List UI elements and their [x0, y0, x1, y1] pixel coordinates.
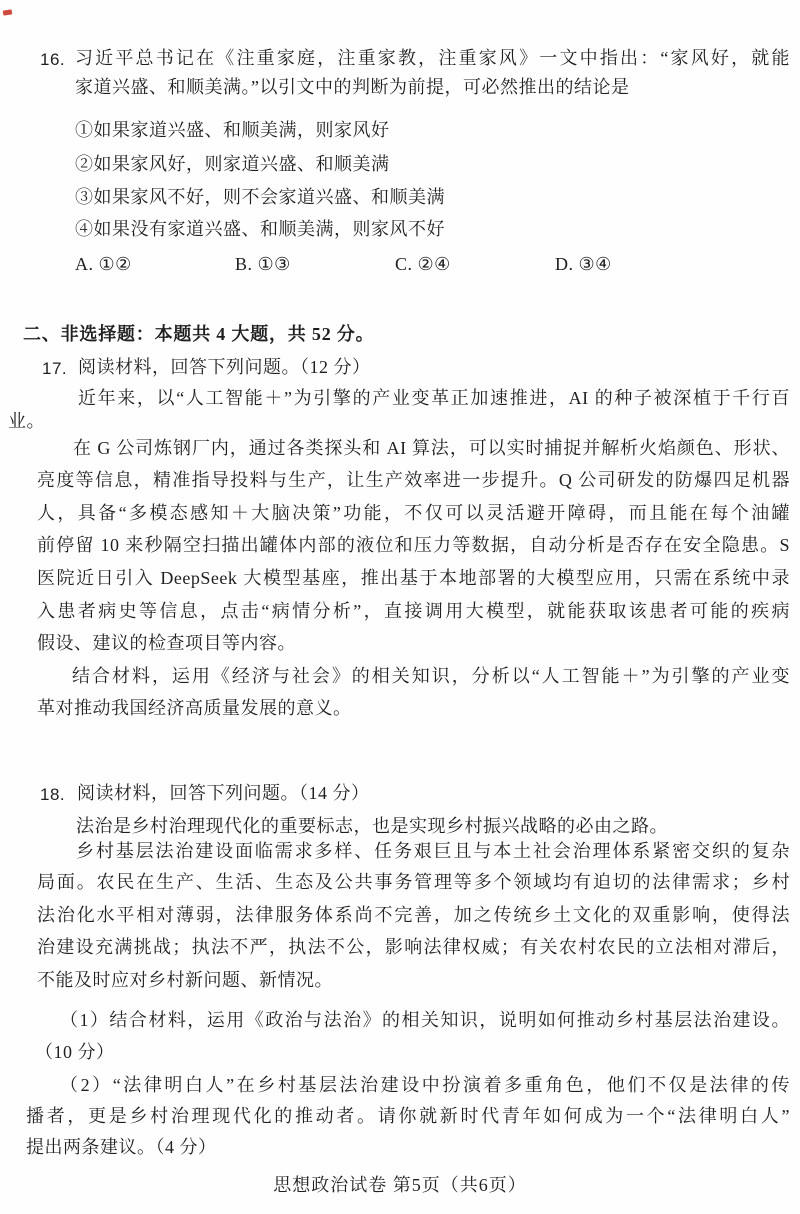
question-16-statement-2: ②如果家风好，则家道兴盛、和顺美满: [75, 154, 390, 174]
question-17-paragraph-2-line-6: 入患者病史等信息，点击“病情分析”，直接调用大模型，就能获取该患者可能的疾病: [37, 601, 790, 621]
question-16-statement-1: ①如果家道兴盛、和顺美满，则家风好: [75, 120, 390, 140]
question-18-title: 阅读材料，回答下列问题。（14 分）: [77, 783, 370, 803]
page-footer: 思想政治试卷 第5页（共6页）: [273, 1175, 527, 1195]
question-17-paragraph-2-line-5: 医院近日引入 DeepSeek 大模型基座，推出基于本地部署的大模型应用，只需在系统中录: [37, 568, 790, 588]
question-16-option-d: D. ③④: [555, 254, 612, 274]
question-16-line-1: 习近平总书记在《注重家庭，注重家教，注重家风》一文中指出：“家风好，就能: [75, 48, 790, 68]
question-17-title: 阅读材料，回答下列问题。（12 分）: [78, 357, 371, 377]
red-scan-mark-icon: [3, 9, 13, 15]
question-18-paragraph-2-line-4: 治建设充满挑战；执法不严，执法不公，影响法律权威；有关农村农民的立法相对滞后，: [37, 937, 790, 957]
section-2-header: 二、非选择题：本题共 4 大题，共 52 分。: [23, 324, 375, 344]
question-17-number: 17.: [42, 359, 68, 378]
question-17-paragraph-2-line-1: 在 G 公司炼钢厂内，通过各类探头和 AI 算法，可以实时捕捉并解析火焰颜色、形状、: [73, 438, 790, 458]
question-17-paragraph-1-line-1: 近年来，以“人工智能＋”为引擎的产业变革正加速推进，AI 的种子被深植于千行百: [78, 388, 790, 408]
question-18-subquestion-1-line-1: （1）结合材料，运用《政治与法治》的相关知识，说明如何推动乡村基层法治建设。: [60, 1010, 790, 1030]
question-16-statement-4: ④如果没有家道兴盛、和顺美满，则家风不好: [75, 219, 445, 239]
question-18-subquestion-1-line-2: （10 分）: [35, 1042, 115, 1062]
question-18-paragraph-2-line-5: 不能及时应对乡村新问题、新情况。: [37, 970, 333, 990]
question-18-paragraph-2-line-3: 法治化水平相对薄弱，法律服务体系尚不完善，加之传统乡土文化的双重影响，使得法: [37, 905, 790, 925]
question-16-line-2: 家道兴盛、和顺美满。”以引文中的判断为前提，可必然推出的结论是: [75, 77, 630, 97]
question-18-subquestion-2-line-1: （2）“法律明白人”在乡村基层法治建设中扮演着多重角色，他们不仅是法律的传: [60, 1075, 790, 1095]
question-17-paragraph-2-line-7: 假设、建议的检查项目等内容。: [37, 633, 296, 653]
question-17-paragraph-2-line-4: 前停留 10 来秒隔空扫描出罐体内部的液位和压力等数据，自动分析是否存在安全隐患。S: [37, 535, 790, 555]
question-18-paragraph-1: 法治是乡村治理现代化的重要标志，也是实现乡村振兴战略的必由之路。: [76, 816, 668, 836]
question-16-option-b: B. ①③: [235, 254, 291, 274]
question-16-option-a: A. ①②: [75, 254, 132, 274]
question-18-paragraph-2-line-2: 局面。农民在生产、生活、生态及公共事务管理等多个领域均有迫切的法律需求；乡村: [37, 872, 790, 892]
question-17-task-line-2: 革对推动我国经济高质量发展的意义。: [37, 698, 352, 718]
question-16-statement-3: ③如果家风不好，则不会家道兴盛、和顺美满: [75, 187, 445, 207]
question-18-subquestion-2-line-2: 播者，更是乡村治理现代化的推动者。请你就新时代青年如何成为一个“法律明白人”: [26, 1106, 790, 1126]
question-16-number: 16.: [40, 50, 66, 69]
question-18-subquestion-2-line-3: 提出两条建议。（4 分）: [26, 1137, 217, 1157]
question-16-option-c: C. ②④: [395, 254, 451, 274]
question-18-number: 18.: [40, 785, 66, 804]
question-17-task-line-1: 结合材料，运用《经济与社会》的相关知识，分析以“人工智能＋”为引擎的产业变: [72, 666, 790, 686]
question-17-paragraph-2-line-2: 亮度等信息，精准指导投料与生产，让生产效率进一步提升。Q 公司研发的防爆四足机器: [37, 470, 790, 490]
question-17-paragraph-1-line-2: 业。: [8, 411, 45, 431]
question-18-paragraph-2-line-1: 乡村基层法治建设面临需求多样、任务艰巨且与本土社会治理体系紧密交织的复杂: [76, 841, 790, 861]
question-17-paragraph-2-line-3: 人，具备“多模态感知＋大脑决策”功能，不仅可以灵活避开障碍，而且能在每个油罐: [37, 503, 790, 523]
